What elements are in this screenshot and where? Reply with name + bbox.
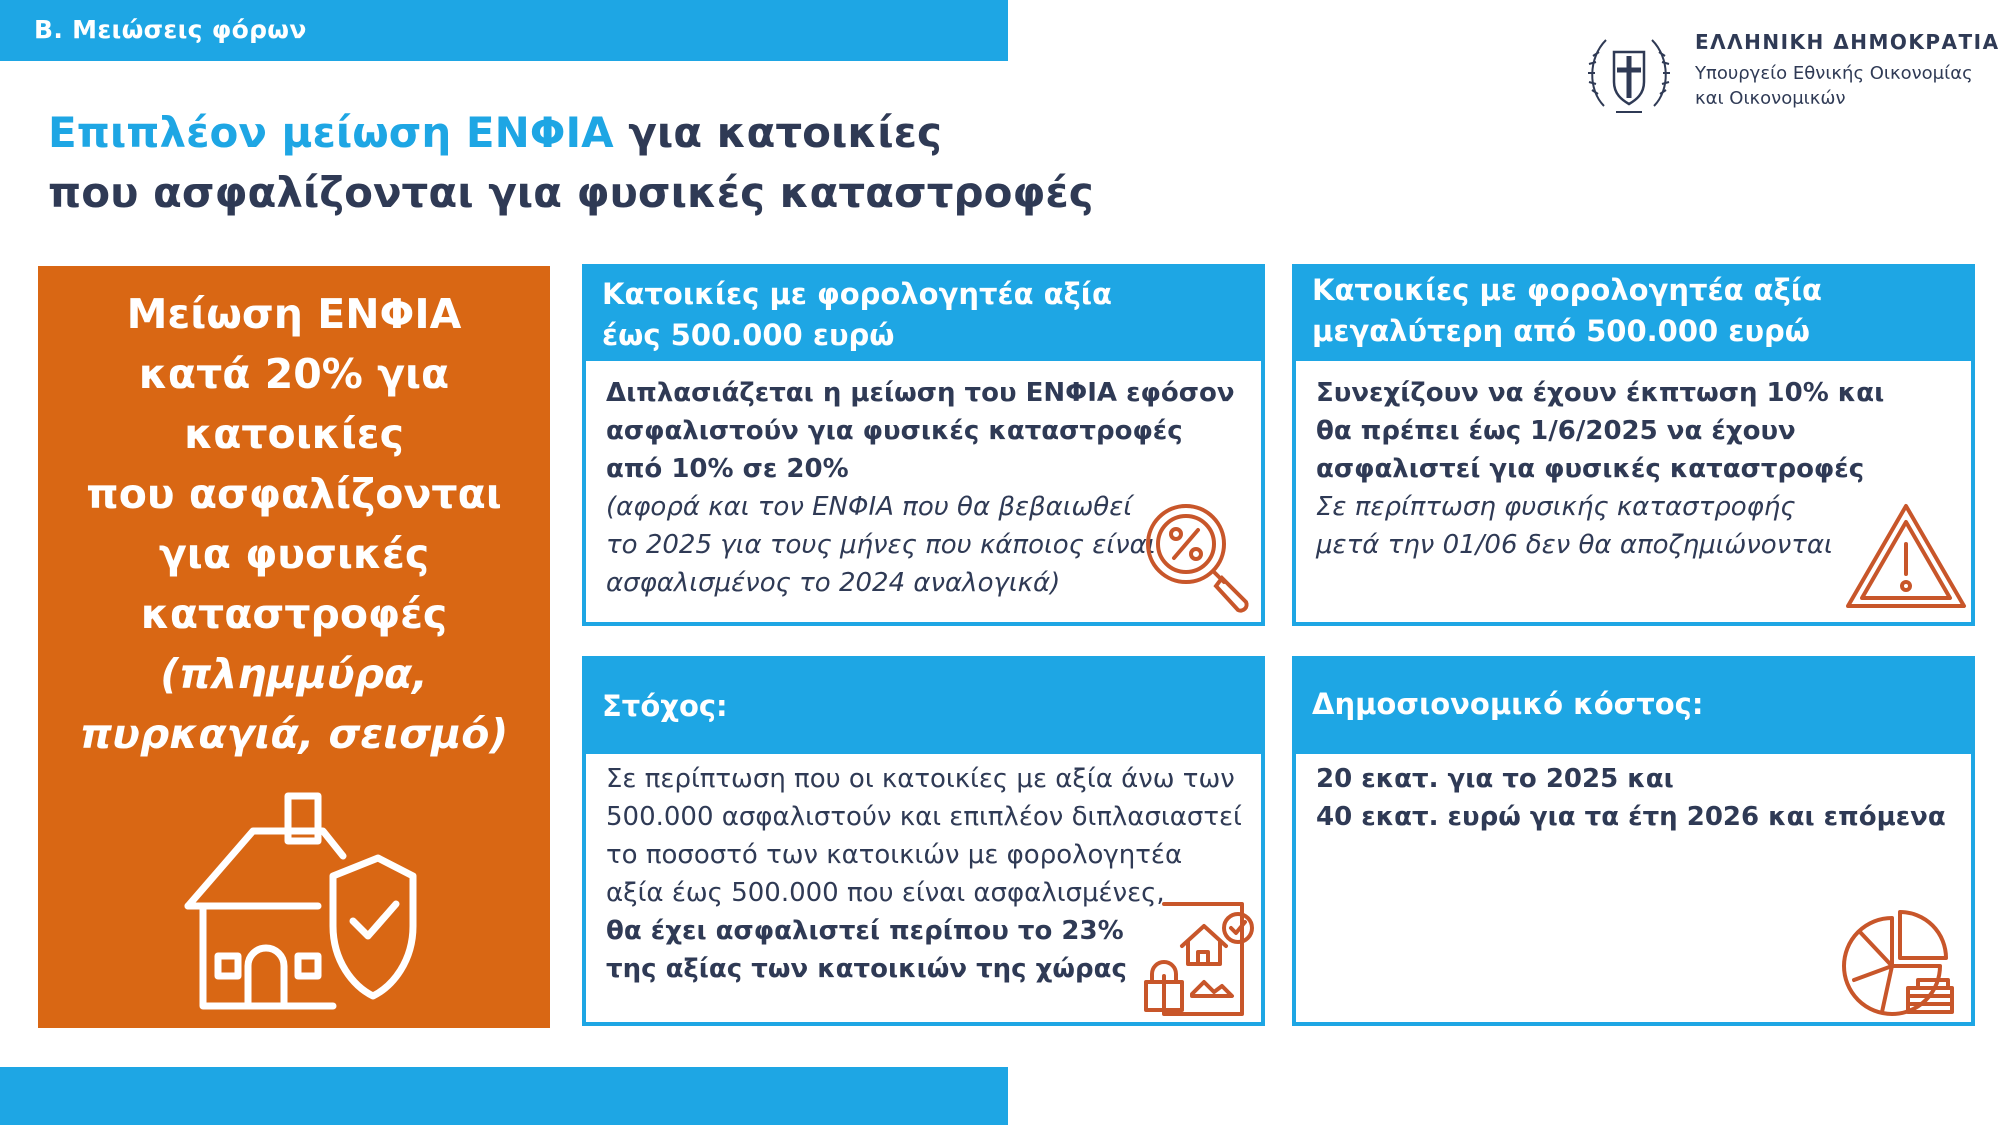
card-italic-line: ασφαλισμένος το 2024 αναλογικά) [606, 568, 1061, 598]
card-heading [1296, 660, 1971, 754]
card-heading-line: Στόχος: [602, 689, 728, 723]
panel-line: κατοικίες [184, 410, 404, 458]
percent-magnifier-icon [1136, 496, 1256, 616]
insured-house-icon [168, 786, 418, 1016]
card-italic-line: (αφορά και τον ΕΝΦΙΑ που θα βεβαιωθεί [606, 492, 1133, 522]
card-italic-line: μετά την 01/06 δεν θα αποζημιώνονται [1316, 530, 1833, 560]
title-highlight: Επιπλέον μείωση ΕΝΦΙΑ [48, 108, 614, 157]
section-label: Β. Μειώσεις φόρων [34, 15, 307, 44]
card-heading [1296, 268, 1971, 361]
card-italic-line: Σε περίπτωση φυσικής καταστροφής [1316, 492, 1796, 522]
card-under-500k [582, 264, 1265, 626]
card-line: 500.000 ασφαλιστούν και επιπλέον διπλασιαστεί [606, 802, 1242, 832]
panel-line: που ασφαλίζονται [86, 470, 502, 518]
greek-coat-of-arms-icon [1584, 28, 1674, 120]
card-body [1316, 760, 1959, 836]
pie-chart-coins-icon [1842, 908, 1966, 1020]
card-heading-line: έως 500.000 ευρώ [602, 318, 895, 352]
org-name: ΕΛΛΗΝΙΚΗ ΔΗΜΟΚΡΑΤΙΑ [1695, 30, 2000, 54]
card-bold-line: ασφαλιστεί για φυσικές καταστροφές [1316, 454, 1865, 484]
panel-line: για φυσικές [158, 530, 430, 578]
card-line: το ποσοστό των κατοικιών με φορολογητέα [606, 840, 1183, 870]
card-bold-line: ασφαλιστούν για φυσικές καταστροφές [606, 416, 1183, 446]
enfia-reduction-panel [38, 266, 550, 1028]
card-over-500k [1292, 264, 1975, 626]
card-bold-line: θα πρέπει έως 1/6/2025 να έχουν [1316, 416, 1796, 446]
card-heading-line: Κατοικίες με φορολογητέα αξία [602, 277, 1112, 311]
card-bold-line: από 10% σε 20% [606, 454, 849, 484]
card-bold-line: θα έχει ασφαλιστεί περίπου το 23% [606, 916, 1124, 946]
page-title-line-2: που ασφαλίζονται για φυσικές καταστροφές [48, 168, 1094, 217]
panel-line: Μείωση ΕΝΦΙΑ [126, 290, 462, 338]
section-header-bar [0, 0, 1008, 61]
card-bold-line: Συνεχίζουν να έχουν έκπτωση 10% και [1316, 378, 1885, 408]
card-line: Σε περίπτωση που οι κατοικίες με αξία άνω των [606, 764, 1235, 794]
panel-line: καταστροφές [140, 590, 448, 638]
card-fiscal-cost [1292, 656, 1975, 1026]
page-title-line-1 [48, 108, 942, 157]
title-rest: για κατοικίες [613, 108, 942, 157]
footer-bar [0, 1067, 1008, 1125]
panel-italic-line: (πλημμύρα, [160, 650, 428, 698]
panel-italic-line: πυρκαγιά, σεισμό) [79, 710, 509, 758]
card-italic-line: το 2025 για τους μήνες που κάποιος είναι [606, 530, 1156, 560]
warning-triangle-icon [1844, 502, 1968, 612]
ministry-line-1: Υπουργείο Εθνικής Οικονομίας [1695, 63, 1973, 84]
card-bold-line: 20 εκατ. για το 2025 και [1316, 764, 1674, 794]
card-heading-line: μεγαλύτερη από 500.000 ευρώ [1312, 314, 1810, 348]
card-goal [582, 656, 1265, 1026]
ministry-line-2: και Οικονομικών [1695, 88, 1846, 109]
card-line: αξία έως 500.000 που είναι ασφαλισμένες, [606, 878, 1165, 908]
card-heading-line: Κατοικίες με φορολογητέα αξία [1312, 273, 1822, 307]
card-bold-line: της αξίας των κατοικιών της χώρας [606, 954, 1127, 984]
card-heading [586, 268, 1261, 361]
card-heading-line: Δημοσιονομικό κόστος: [1312, 687, 1704, 721]
card-heading [586, 660, 1261, 754]
card-bold-line: Διπλασιάζεται η μείωση του ΕΝΦΙΑ εφόσον [606, 378, 1235, 408]
panel-line: κατά 20% για [138, 350, 450, 398]
property-insurance-document-icon [1142, 898, 1260, 1022]
card-bold-line: 40 εκατ. ευρώ για τα έτη 2026 και επόμενα [1316, 802, 1946, 832]
panel-text [38, 284, 550, 764]
